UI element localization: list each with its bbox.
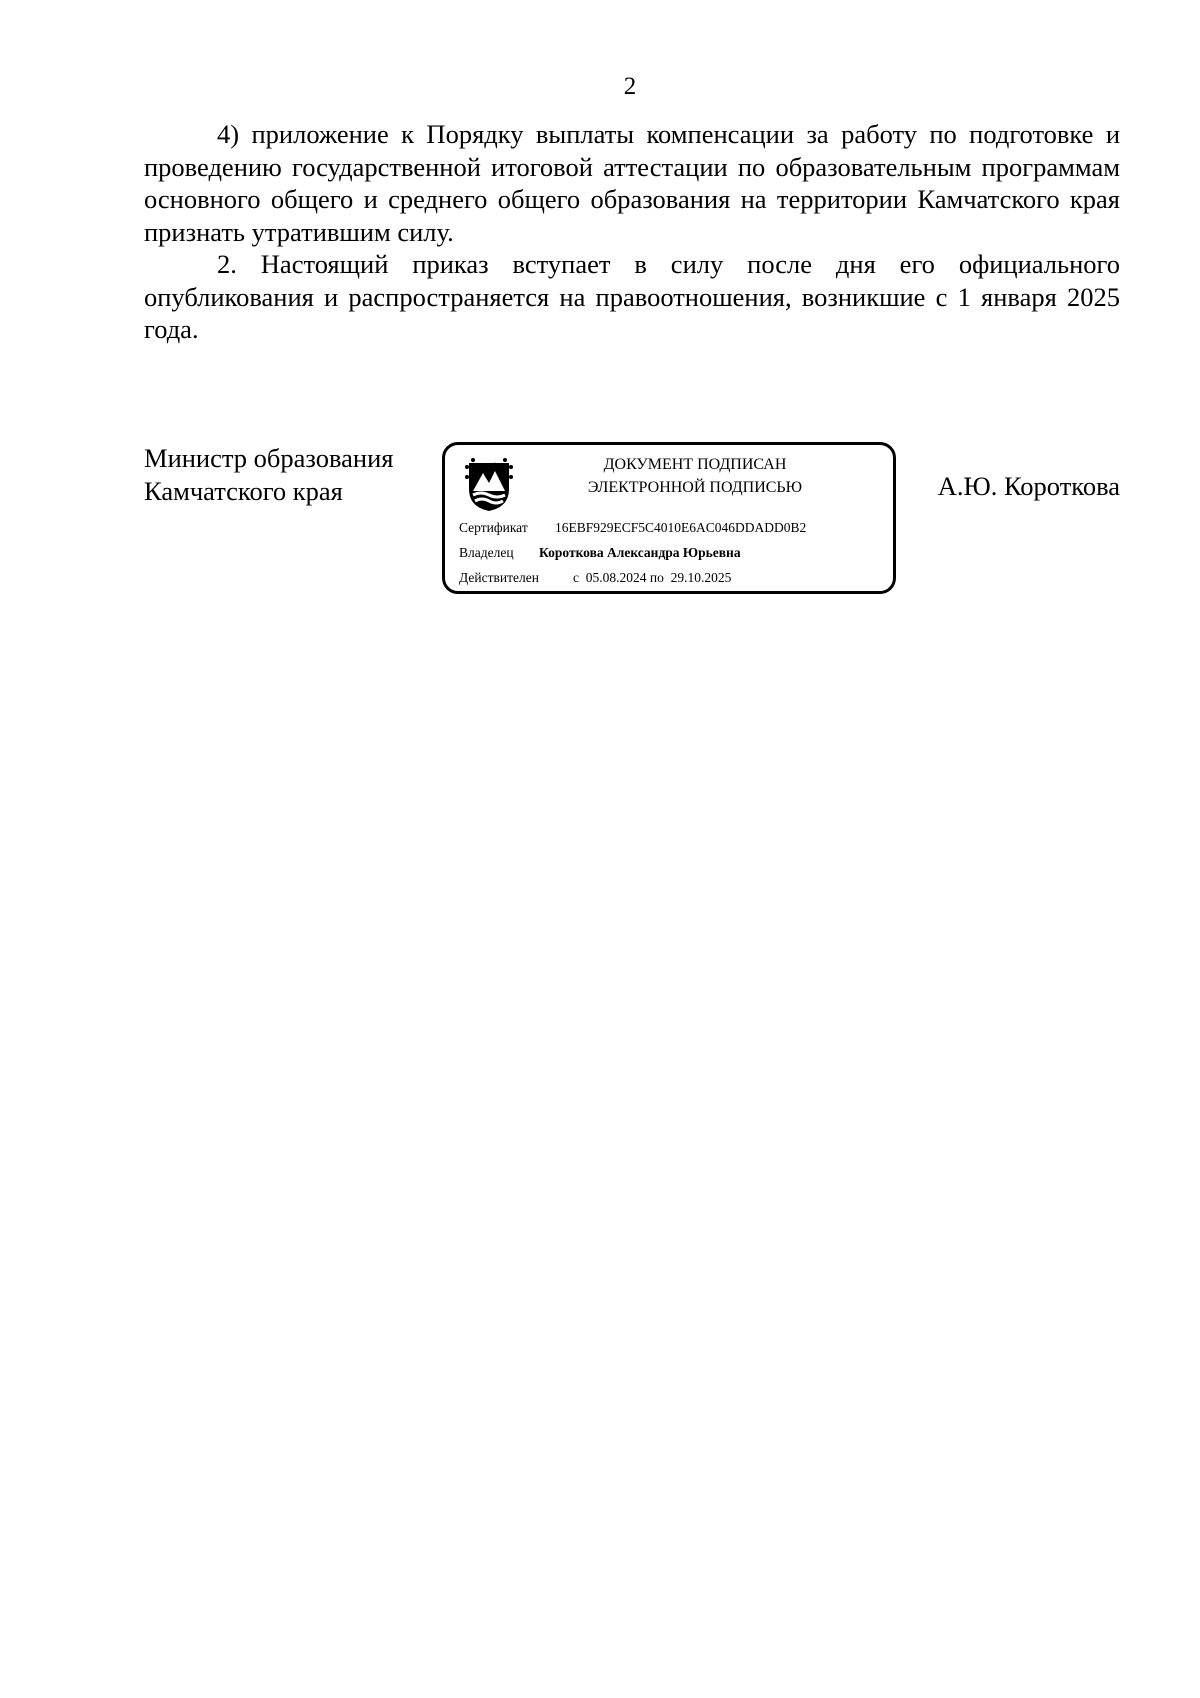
- validity-label: Действителен: [459, 570, 539, 585]
- signer-name: А.Ю. Короткова: [937, 471, 1120, 501]
- signer-title: [144, 442, 424, 507]
- stamp-header: [545, 453, 845, 499]
- paragraph-item-4: 4) приложение к Порядку выплаты компенсации за работу по подготовке и проведению государственной итоговой аттестации по образовательным программам основного общего и среднего общего образования на территории Камчатского края признать утратившим силу.: [144, 119, 1120, 247]
- kamchatka-coat-of-arms-icon: [461, 457, 517, 513]
- stamp-header-line2: ЭЛЕКТРОННОЙ ПОДПИСЬЮ: [587, 479, 803, 496]
- document-body: [144, 118, 1120, 346]
- stamp-certificate-row: [459, 519, 806, 537]
- page-number: 2: [623, 73, 637, 100]
- stamp-owner-row: [459, 544, 741, 562]
- owner-value: Короткова Александра Юрьевна: [539, 545, 741, 560]
- paragraph-item-2: 2. Настоящий приказ вступает в силу после дня его официального опубликования и распространяется на правоотношения, возникшие с 1 января 2025 года.: [144, 249, 1120, 344]
- signer-title-line2: Камчатского края: [144, 475, 343, 506]
- stamp-header-line1: ДОКУМЕНТ ПОДПИСАН: [603, 456, 787, 473]
- stamp-validity-row: [459, 569, 731, 587]
- electronic-signature-stamp: [442, 442, 896, 594]
- signature-block: [144, 442, 1120, 602]
- certificate-value: 16EBF929ECF5C4010E6AC046DDADD0B2: [555, 520, 807, 535]
- validity-value: с 05.08.2024 по 29.10.2025: [573, 570, 732, 585]
- owner-label: Владелец: [459, 545, 514, 560]
- certificate-label: Сертификат: [459, 520, 528, 535]
- signer-title-line1: Министр образования: [144, 443, 394, 473]
